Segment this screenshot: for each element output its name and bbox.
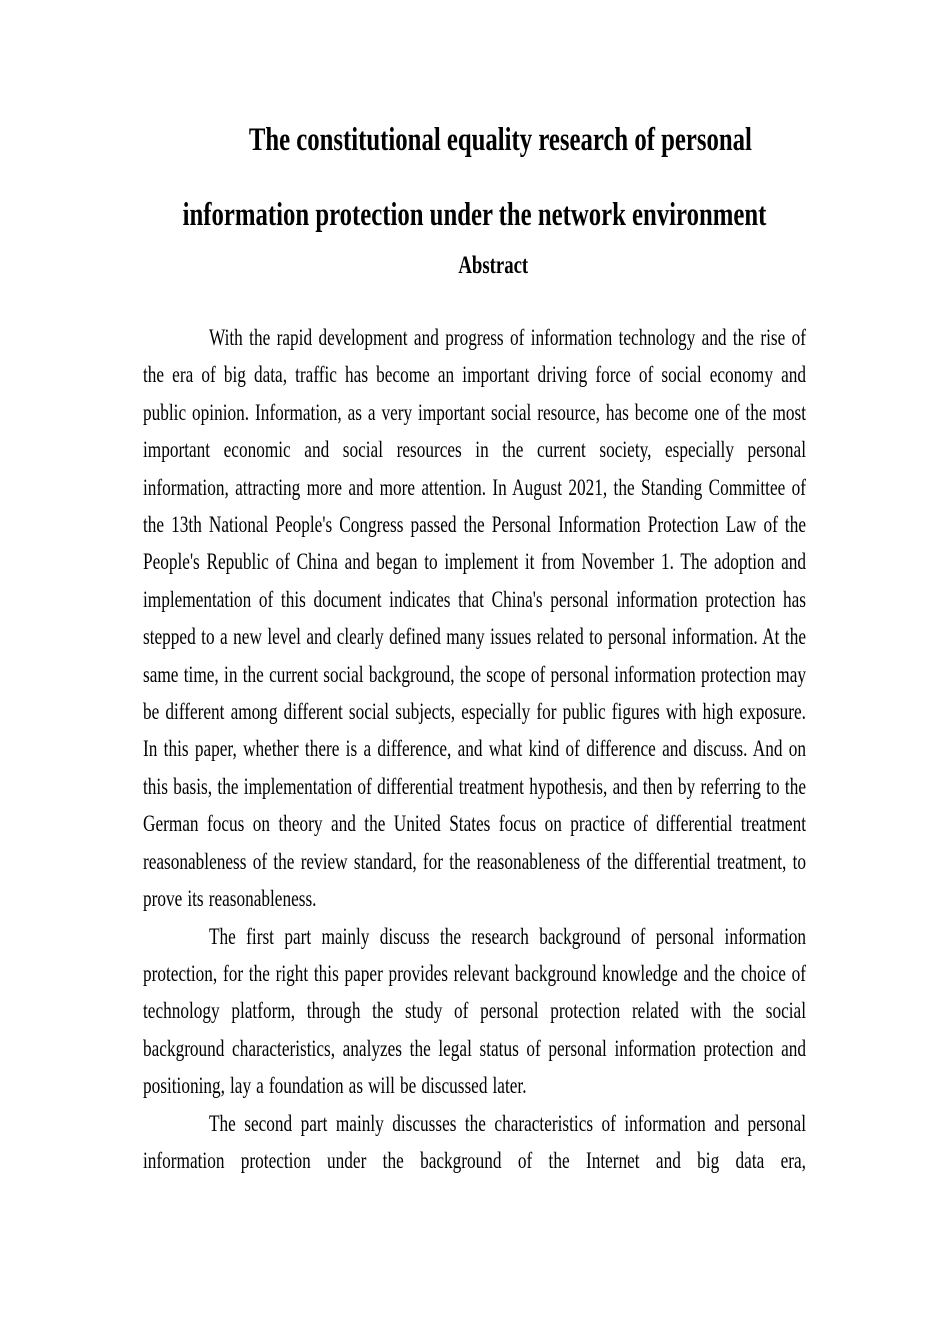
abstract-heading: Abstract <box>458 252 529 279</box>
abstract-paragraph-2: The first part mainly discuss the research background of personal information protection, for the right this paper provides relevant background knowledge and the choice of technology platform, through the study of personal protection related with the social background characteristics, analyzes the legal status of personal information protection and positioning, lay a foundation as will be discussed later. <box>143 923 806 1099</box>
document-title <box>143 103 806 253</box>
title-line-2: information protection under the network environment <box>182 197 767 233</box>
abstract-paragraph-1: With the rapid development and progress of information technology and the rise of the era of big data, traffic has become an important driving force of social economy and public opinion. Information, as a very important social resource, has become one of the most important economic and social resources in the current society, especially personal information, attracting more and more attention. In August 2021, the Standing Committee of the 13th National People's Congress passed the Personal Information Protection Law of the People's Republic of China and began to implement it from November 1. The adoption and implementation of this document indicates that China's personal information protection has stepped to a new level and clearly defined many issues related to personal information. At the same time, in the current social background, the scope of personal information protection may be different among different social subjects, especially for public figures with high exposure. In this paper, whether there is a difference, and what kind of difference and discuss. And on this basis, the implementation of differential treatment hypothesis, and then by referring to the German focus on theory and the United States focus on practice of differential treatment reasonableness of the review standard, for the reasonableness of the differential treatment, to prove its reasonableness. <box>143 325 806 912</box>
abstract-paragraph-3: The second part mainly discusses the characteristics of information and personal information protection under the background of the Internet and big data era, <box>143 1110 806 1173</box>
document-content <box>143 0 806 1179</box>
title-line-1: The constitutional equality research of personal <box>248 122 752 158</box>
